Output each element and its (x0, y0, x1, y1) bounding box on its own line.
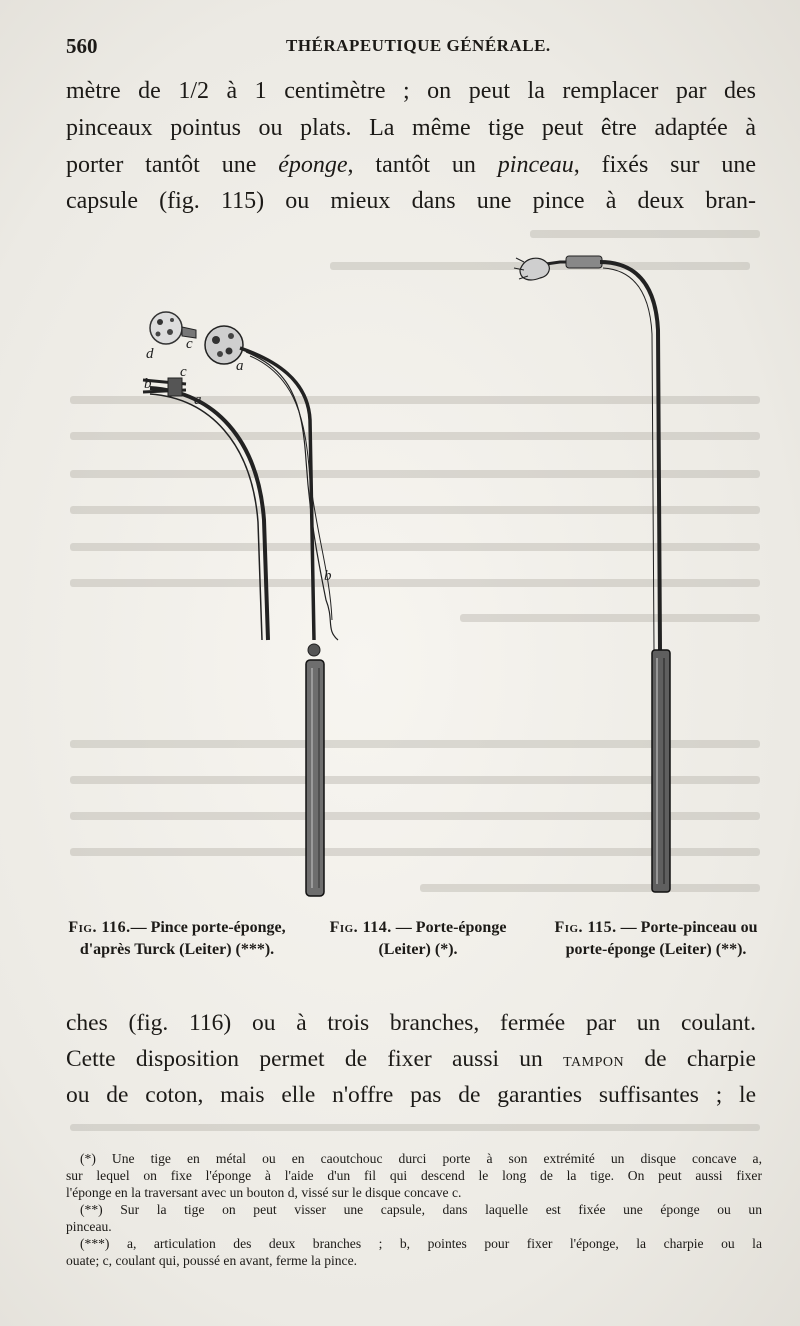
small-caps-word-tampon: tampon (563, 1049, 625, 1071)
figure-116-forceps (143, 312, 268, 640)
text-run: , fixés sur une (573, 152, 756, 178)
text-run: porter tantôt une (66, 152, 279, 178)
text-run: , tantôt un (347, 152, 498, 178)
figure-letter-d: d (146, 346, 154, 362)
text-run: Cette disposition permet de fixer aussi un (66, 1046, 564, 1072)
sponge-icon (150, 312, 182, 344)
figure-letter-a: a (194, 392, 202, 408)
caption-text: — Porte-pinceau ou porte-éponge (Leiter) (**). (565, 919, 758, 958)
body-line-5: ches (fig. 116) ou à trois branches, fermée par un coulant. (66, 1010, 756, 1036)
footnote-line: (***) a, articulation des deux branches ; b, pointes pour fixer l'éponge, la charpie ou la (80, 1236, 762, 1251)
body-line-1: mètre de 1/2 à 1 centimètre ; on peut la remplacer par des (66, 78, 756, 104)
footnote-line: sur lequel on fixe l'éponge à l'aide d'un fil qui descend le long de la tige. On peut aussi fixer (66, 1168, 762, 1183)
page-number: 560 (66, 34, 98, 58)
brush-tip-icon (520, 258, 549, 280)
italic-word-pinceau: pinceau (497, 152, 574, 178)
body-line-6 (66, 1046, 756, 1073)
body-line-4: capsule (fig. 115) ou mieux dans une pince à deux bran- (66, 188, 756, 214)
caption-label: Fig. 116. (68, 919, 131, 936)
caption-fig-114 (314, 917, 522, 961)
caption-text: — Porte-éponge (Leiter) (*). (378, 919, 507, 958)
caption-text: — Pince porte-éponge, d'après Turck (Leiter) (***). (79, 919, 286, 958)
body-line-2: pinceaux pointus ou plats. La même tige peut être adaptée à (66, 115, 756, 141)
caption-fig-116 (66, 917, 288, 961)
text-run: de charpie (624, 1046, 756, 1072)
footnote-line: ouate; c, coulant qui, poussé en avant, ferme la pince. (66, 1253, 358, 1268)
footnote-1 (66, 1150, 762, 1201)
caption-label: Fig. 115. (554, 919, 617, 936)
footnote-2 (66, 1201, 762, 1235)
footnote-line: (*) Une tige en métal ou en caoutchouc durci porte à son extrémité un disque concave a, (80, 1151, 762, 1166)
figure-letter-c: c (180, 364, 187, 380)
caption-fig-115 (546, 917, 766, 961)
italic-word-eponge: éponge (278, 152, 348, 178)
footnote-line: l'éponge en la traversant avec un bouton d, vissé sur le disque concave c. (66, 1185, 462, 1200)
caption-label: Fig. 114. (329, 919, 392, 936)
figure-letter-c: c (186, 336, 193, 352)
footnote-line: (**) Sur la tige on peut visser une capsule, dans laquelle est fixée une éponge ou un (80, 1202, 762, 1217)
figure-115-brush-holder (514, 256, 670, 892)
running-title: THÉRAPEUTIQUE GÉNÉRALE. (286, 36, 551, 55)
figure-letter-a: a (236, 358, 244, 374)
body-line-7: ou de coton, mais elle n'offre pas de garanties suffisantes ; le (66, 1082, 756, 1108)
figure-114-sponge-holder (205, 326, 338, 896)
footnote-3 (66, 1235, 762, 1269)
footnotes (66, 1150, 762, 1269)
footnote-line: pinceau. (66, 1219, 112, 1234)
figure-letter-b: b (324, 568, 332, 584)
figure-letter-b: b (144, 376, 152, 392)
